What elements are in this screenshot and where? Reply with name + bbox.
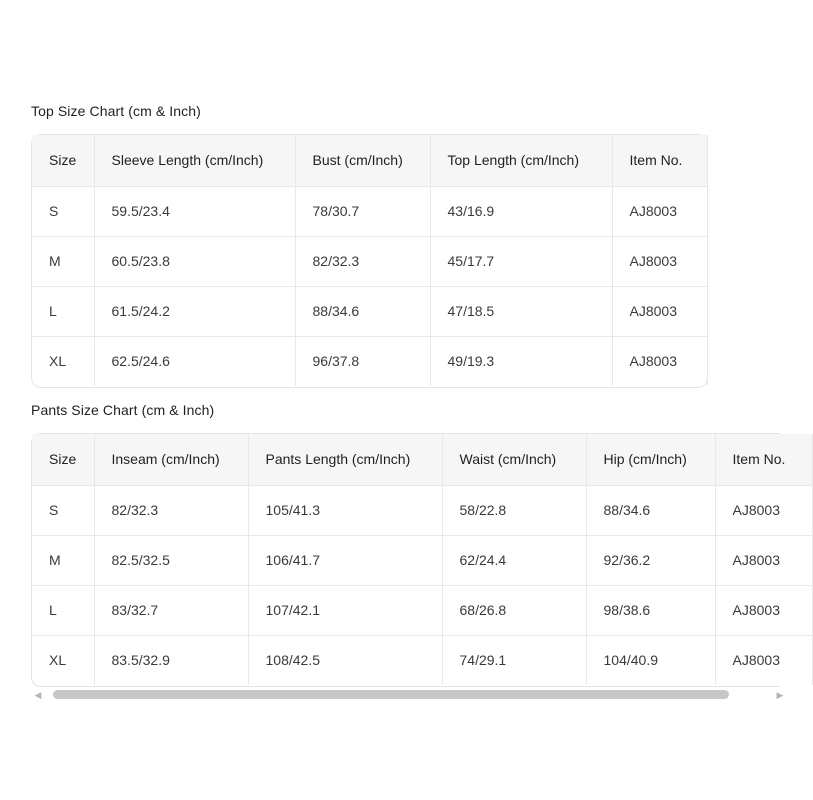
table-header-row [32, 434, 812, 485]
table-cell: L [32, 286, 94, 336]
table-row [32, 236, 707, 286]
pants-size-table [32, 434, 813, 685]
pants-size-table-container [31, 433, 786, 687]
table-row [32, 635, 812, 685]
table-cell: 106/41.7 [248, 535, 442, 585]
table-cell: AJ8003 [715, 535, 812, 585]
column-header-sleeve-length: Sleeve Length (cm/Inch) [94, 135, 295, 186]
table-cell: AJ8003 [612, 186, 707, 236]
table-cell: 74/29.1 [442, 635, 586, 685]
table-cell: 68/26.8 [442, 585, 586, 635]
top-size-chart-title: Top Size Chart (cm & Inch) [31, 103, 201, 119]
column-header-bust: Bust (cm/Inch) [295, 135, 430, 186]
table-row [32, 336, 707, 386]
table-cell: 43/16.9 [430, 186, 612, 236]
table-cell: L [32, 585, 94, 635]
table-cell: 82/32.3 [94, 485, 248, 535]
table-cell: 60.5/23.8 [94, 236, 295, 286]
table-row [32, 535, 812, 585]
table-cell: 59.5/23.4 [94, 186, 295, 236]
table-cell: 82/32.3 [295, 236, 430, 286]
table-row [32, 585, 812, 635]
table-cell: 45/17.7 [430, 236, 612, 286]
table-cell: AJ8003 [715, 585, 812, 635]
table-cell: 92/36.2 [586, 535, 715, 585]
table-cell: 78/30.7 [295, 186, 430, 236]
table-cell: 62/24.4 [442, 535, 586, 585]
table-cell: AJ8003 [715, 485, 812, 535]
table-cell: 49/19.3 [430, 336, 612, 386]
column-header-waist: Waist (cm/Inch) [442, 434, 586, 485]
table-cell: 61.5/24.2 [94, 286, 295, 336]
table-cell: S [32, 485, 94, 535]
table-cell: M [32, 535, 94, 585]
top-size-table [32, 135, 708, 386]
column-header-hip: Hip (cm/Inch) [586, 434, 715, 485]
top-size-table-container [31, 134, 708, 388]
table-cell: AJ8003 [612, 236, 707, 286]
table-cell: AJ8003 [612, 286, 707, 336]
scrollbar-thumb[interactable] [53, 690, 729, 699]
table-cell: 108/42.5 [248, 635, 442, 685]
table-cell: 88/34.6 [586, 485, 715, 535]
column-header-item-no: Item No. [612, 135, 707, 186]
table-cell: XL [32, 336, 94, 386]
scroll-left-arrow-icon[interactable]: ◀ [34, 690, 42, 700]
column-header-size: Size [32, 135, 94, 186]
table-cell: S [32, 186, 94, 236]
table-cell: 58/22.8 [442, 485, 586, 535]
table-cell: M [32, 236, 94, 286]
pants-size-chart-title: Pants Size Chart (cm & Inch) [31, 402, 215, 418]
horizontal-scrollbar[interactable] [31, 688, 784, 702]
table-cell: XL [32, 635, 94, 685]
table-cell: 83.5/32.9 [94, 635, 248, 685]
table-cell: 98/38.6 [586, 585, 715, 635]
table-cell: 62.5/24.6 [94, 336, 295, 386]
table-row [32, 286, 707, 336]
column-header-top-length: Top Length (cm/Inch) [430, 135, 612, 186]
column-header-item-no: Item No. [715, 434, 812, 485]
table-cell: 105/41.3 [248, 485, 442, 535]
table-cell: AJ8003 [612, 336, 707, 386]
table-cell: AJ8003 [715, 635, 812, 685]
table-cell: 47/18.5 [430, 286, 612, 336]
scroll-right-arrow-icon[interactable]: ▶ [776, 690, 784, 700]
table-cell: 107/42.1 [248, 585, 442, 635]
table-cell: 88/34.6 [295, 286, 430, 336]
table-row [32, 485, 812, 535]
table-cell: 96/37.8 [295, 336, 430, 386]
table-row [32, 186, 707, 236]
column-header-size: Size [32, 434, 94, 485]
table-cell: 83/32.7 [94, 585, 248, 635]
table-header-row [32, 135, 707, 186]
table-cell: 82.5/32.5 [94, 535, 248, 585]
table-cell: 104/40.9 [586, 635, 715, 685]
column-header-pants-length: Pants Length (cm/Inch) [248, 434, 442, 485]
column-header-inseam: Inseam (cm/Inch) [94, 434, 248, 485]
